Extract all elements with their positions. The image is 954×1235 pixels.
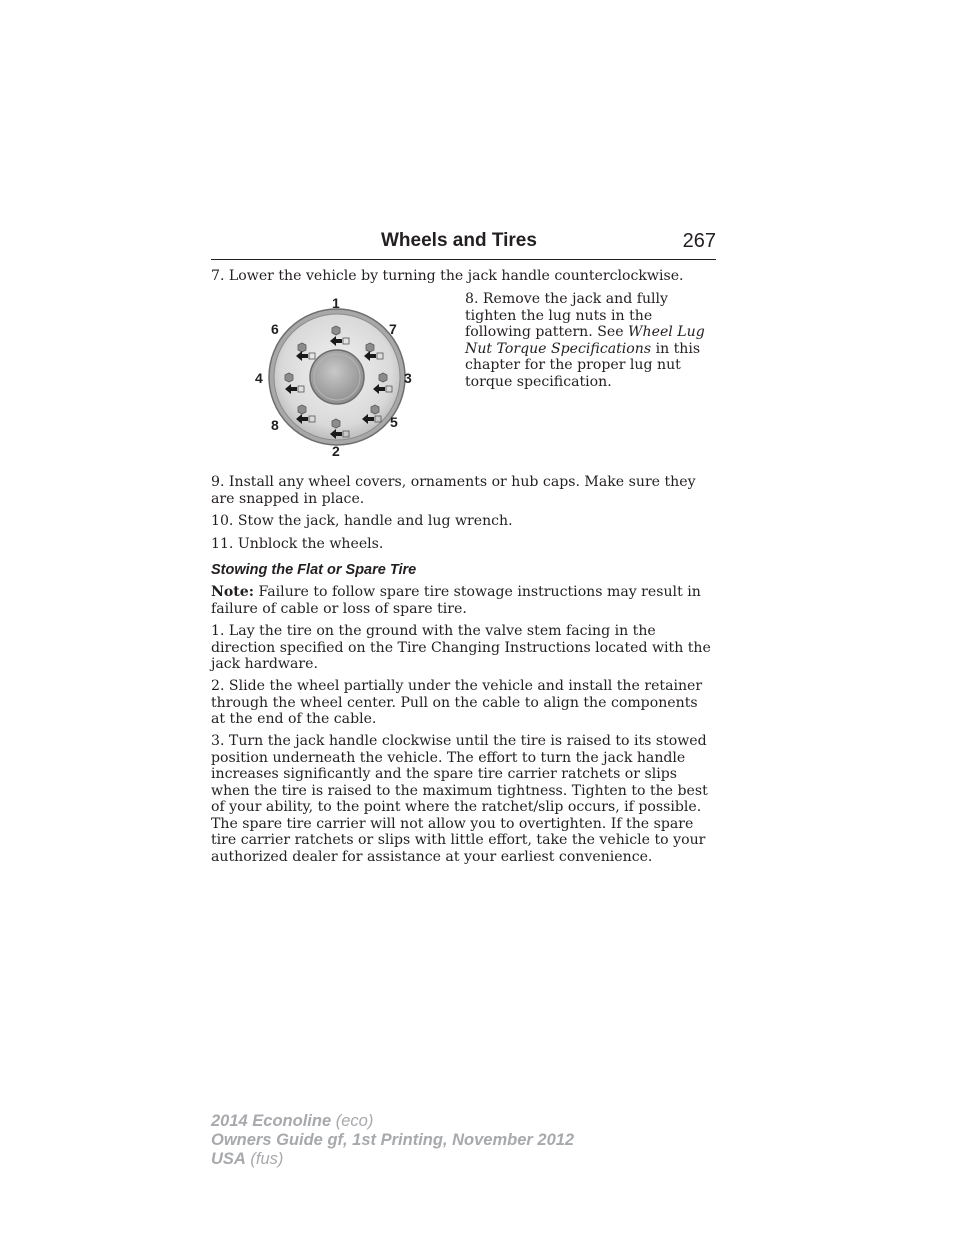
lug-nut-icon [332,326,340,335]
lug-nut-tightening-pattern-figure [248,290,428,462]
footer-line-2: Owners Guide gf, 1st Printing, November 2012 [211,1131,575,1149]
lug-nut-icon [298,405,306,414]
stowing-step-3: 3. Turn the jack handle clockwise until the tire is raised to its stowed position underneath the vehicle. The effort to turn the jack handle increases significantly and the spare tire carrier ratchets or slips when the tire is raised to the maximum tightness. Tighten to the best of your ability, to the point where the ratchet/slip occurs, if possible. The spare tire carrier will not allow you to overtighten. If the spare tire carrier ratchets or slips with little effort, take the vehicle to your authorized dealer for assistance at your earliest convenience. [211,733,708,865]
note-label: Note: [211,584,254,600]
stowing-step-2: 2. Slide the wheel partially under the vehicle and install the retainer through the wheel center. Pull on the cable to align the components at the end of the cable. [211,678,703,727]
wheel-diagram [248,290,428,462]
page-number: 267 [682,230,716,252]
footer [211,1112,574,1169]
stowing-step-1: 1. Lay the tire on the ground with the valve stem facing in the direction specified on the Tire Changing Instructions located with the jack hardware. [211,623,711,672]
lug-nut-icon [366,343,374,352]
pattern-label-1: 1 [332,295,340,311]
cross-reference-link: Wheel Lug Nut Torque Specifications [465,324,705,357]
lug-nut-icon [379,373,387,382]
pattern-label-8: 8 [271,417,279,433]
step-8: 8. Remove the jack and fully tighten the lug nuts in the following pattern. See Wheel Lug Nut Torque Specifications in this chapter for the proper lug nut torque specification. [465,291,705,390]
pattern-label-7: 7 [389,321,397,337]
pattern-label-4: 4 [255,370,263,386]
note-paragraph: Note: Failure to follow spare tire stowage instructions may result in failure of cable or loss of spare tire. [211,584,701,617]
pattern-label-5: 5 [390,414,398,430]
lug-nut-icon [285,373,293,382]
wheel-hub [310,350,364,404]
step-7: 7. Lower the vehicle by turning the jack handle counterclockwise. [211,268,684,284]
lug-nut-icon [332,419,340,428]
page-header [211,229,716,260]
step-10: 10. Stow the jack, handle and lug wrench. [211,513,513,529]
lug-nut-icon [298,343,306,352]
footer-line-1: 2014 Econoline (eco) [211,1112,374,1130]
section-title: Wheels and Tires [381,230,537,251]
pattern-label-2: 2 [332,443,340,459]
pattern-label-3: 3 [404,370,412,386]
stowing-heading: Stowing the Flat or Spare Tire [211,562,417,578]
lug-nut-icon [371,405,379,414]
step-11: 11. Unblock the wheels. [211,536,384,552]
pattern-label-6: 6 [271,321,279,337]
step-9: 9. Install any wheel covers, ornaments or hub caps. Make sure they are snapped in place. [211,474,696,507]
footer-line-3: USA (fus) [211,1150,284,1168]
